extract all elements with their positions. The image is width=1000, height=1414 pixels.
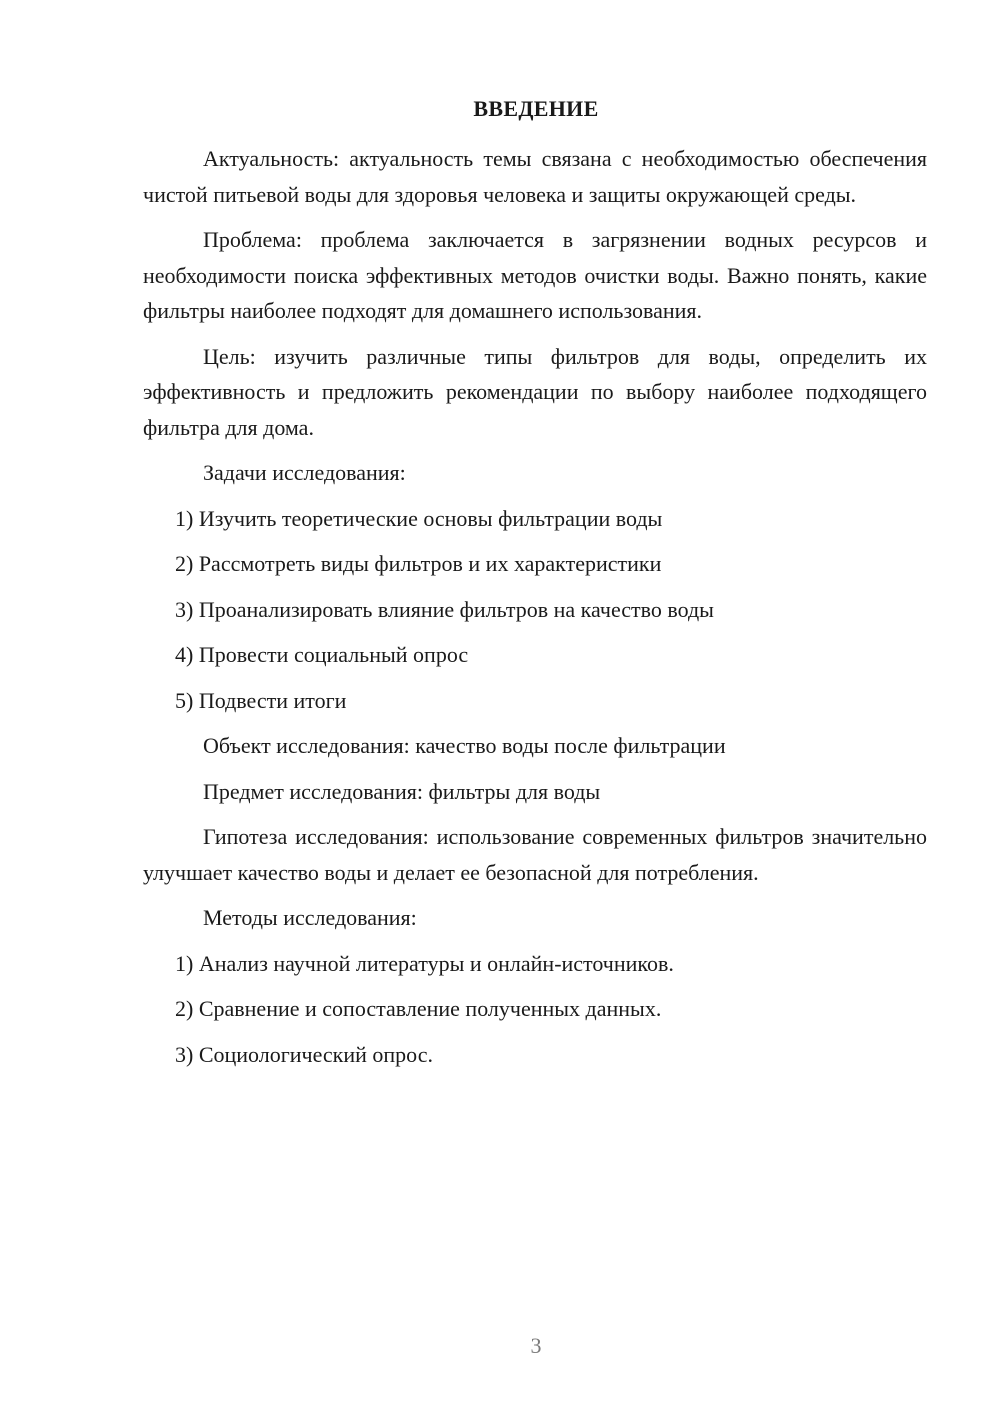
task-item: 4) Провести социальный опрос — [175, 642, 469, 667]
subject-line: Предмет исследования: фильтры для воды — [203, 778, 601, 804]
method-item: 2) Сравнение и сопоставление полученных данных. — [175, 996, 662, 1021]
body-text — [143, 141, 927, 1082]
page-title: ВВЕДЕНИЕ — [473, 96, 599, 121]
problem-paragraph: Проблема: проблема заключается в загрязнении водных ресурсов и необходимости поиска эффективных методов очистки воды. Важно понять, какие фильтры наиболее подходят для домашнего использования. — [143, 227, 927, 323]
task-item: 3) Проанализировать влияние фильтров на качество воды — [175, 596, 714, 622]
goal-paragraph: Цель: изучить различные типы фильтров для воды, определить их эффективность и предложить рекомендации по выбору наиболее подходящего фильтра для дома. — [143, 343, 927, 440]
methods-heading: Методы исследования: — [203, 905, 417, 930]
relevance-paragraph: Актуальность: актуальность темы связана с необходимостью обеспечения чистой питьевой воды для здоровья человека и защиты окружающей среды. — [143, 146, 927, 207]
task-item: 5) Подвести итоги — [175, 687, 347, 713]
tasks-heading: Задачи исследования: — [203, 460, 406, 485]
page-number: 3 — [530, 1333, 542, 1358]
method-item: 3) Социологический опрос. — [175, 1041, 433, 1067]
method-item: 1) Анализ научной литературы и онлайн-источников. — [175, 950, 674, 976]
task-item: 1) Изучить теоретические основы фильтрации воды — [175, 505, 663, 531]
object-line: Объект исследования: качество воды после фильтрации — [203, 733, 726, 758]
task-item: 2) Рассмотреть виды фильтров и их характеристики — [175, 551, 662, 576]
hypothesis-paragraph: Гипотеза исследования: использование современных фильтров значительно улучшает качество воды и делает ее безопасной для потребления. — [143, 824, 927, 885]
